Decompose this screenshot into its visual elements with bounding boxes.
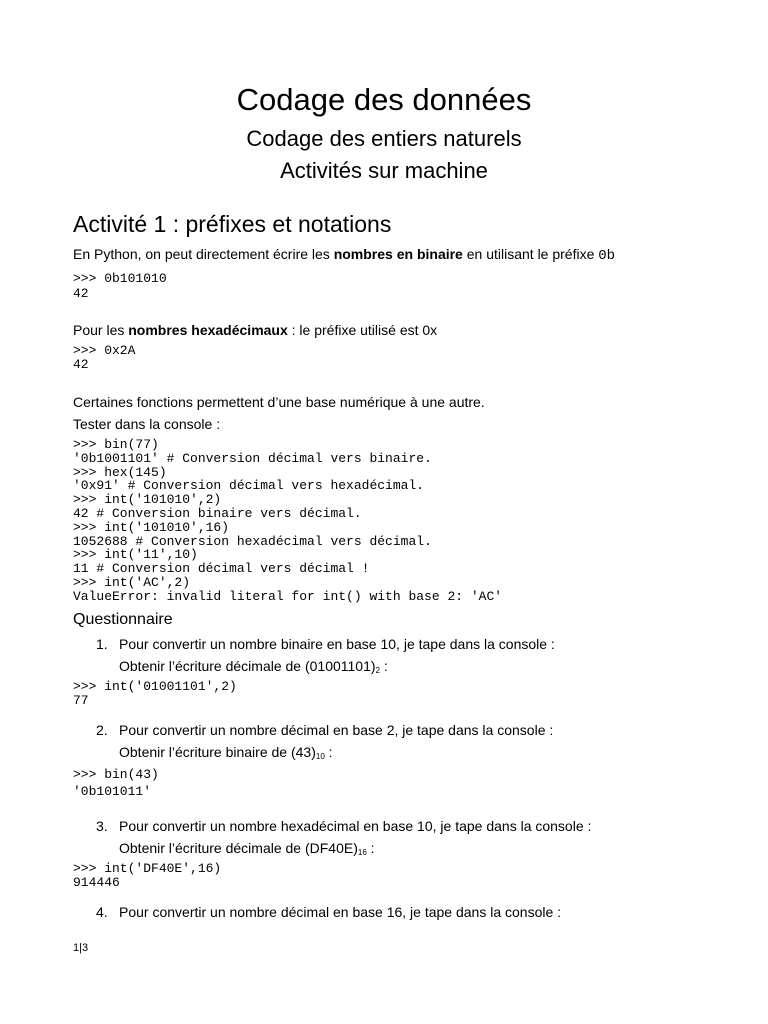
hex-intro-text: Pour les — [73, 322, 129, 338]
question-2-task — [119, 744, 333, 761]
question-3-code: >>> int('DF40E',16) 914446 — [73, 861, 222, 890]
task-text: Obtenir l’écriture décimale de (01001101) — [119, 658, 376, 674]
activity-heading: Activité 1 : préfixes et notations — [73, 211, 392, 237]
task-text: Obtenir l’écriture binaire de (43) — [119, 744, 316, 760]
question-1-code: >>> int('01001101',2) 77 — [73, 679, 237, 708]
question-3 — [96, 818, 591, 834]
question-1-task — [119, 658, 388, 675]
question-text: Pour convertir un nombre binaire en base 10, je tape dans la console : — [119, 636, 555, 652]
question-4 — [96, 904, 561, 920]
document-title: Codage des données — [236, 82, 532, 117]
document-subtitle-2: Activités sur machine — [280, 158, 488, 183]
question-text: Pour convertir un nombre hexadécimal en base 10, je tape dans la console : — [119, 818, 592, 834]
hex-intro-paragraph — [73, 322, 437, 338]
console-block: >>> bin(77) '0b1001101' # Conversion décimal vers binaire. >>> hex(145) '0x91' # Conversion décimal vers hexadécimal. >>> int('101010',2) 42 # Conversion binaire vers décimal. >>> int('101010',16) 1052688 # Conversion hexadécimal vers décimal. >>> int('11',10) 11 # Conversion décimal vers décimal ! >>> int('AC',2) ValueError: invalid literal for int() with base 2: 'AC' — [73, 437, 503, 604]
question-number: 4. — [96, 904, 108, 920]
hex-intro-text-end: : le préfixe utilisé est 0x — [287, 322, 438, 338]
question-number: 3. — [96, 818, 108, 834]
hex-intro-bold: nombres hexadécimaux — [128, 322, 288, 338]
question-number: 1. — [96, 636, 108, 652]
question-text: Pour convertir un nombre décimal en base 16, je tape dans la console : — [119, 904, 562, 920]
question-number: 2. — [96, 722, 108, 738]
page-number: 1|3 — [73, 942, 89, 954]
question-1 — [96, 636, 555, 652]
document-subtitle: Codage des entiers naturels — [246, 126, 522, 151]
task-colon: : — [324, 744, 333, 760]
question-3-task — [119, 840, 375, 857]
base-subscript: 10 — [315, 752, 325, 761]
binary-intro-text: En Python, on peut directement écrire les — [73, 246, 334, 262]
hex-example-code: >>> 0x2A 42 — [73, 343, 136, 372]
binary-intro-bold: nombres en binaire — [333, 246, 463, 262]
binary-intro-text-end: en utilisant le préfixe — [462, 246, 599, 262]
binary-prefix: 0b — [598, 248, 616, 264]
questionnaire-heading: Questionnaire — [73, 611, 173, 628]
base-subscript: 2 — [375, 666, 380, 675]
question-2-code: >>> bin(43) '0b101011' — [73, 767, 159, 799]
task-colon: : — [380, 658, 388, 674]
functions-intro: Certaines fonctions permettent d’une base numérique à une autre. — [73, 394, 485, 410]
base-subscript: 16 — [357, 848, 367, 857]
task-colon: : — [366, 840, 375, 856]
question-text: Pour convertir un nombre décimal en base 2, je tape dans la console : — [119, 722, 554, 738]
question-2 — [96, 722, 553, 738]
binary-intro-paragraph — [73, 246, 615, 264]
binary-example-code: >>> 0b101010 42 — [73, 271, 167, 301]
test-console-label: Tester dans la console : — [73, 416, 221, 432]
task-text: Obtenir l’écriture décimale de (DF40E) — [119, 840, 358, 856]
